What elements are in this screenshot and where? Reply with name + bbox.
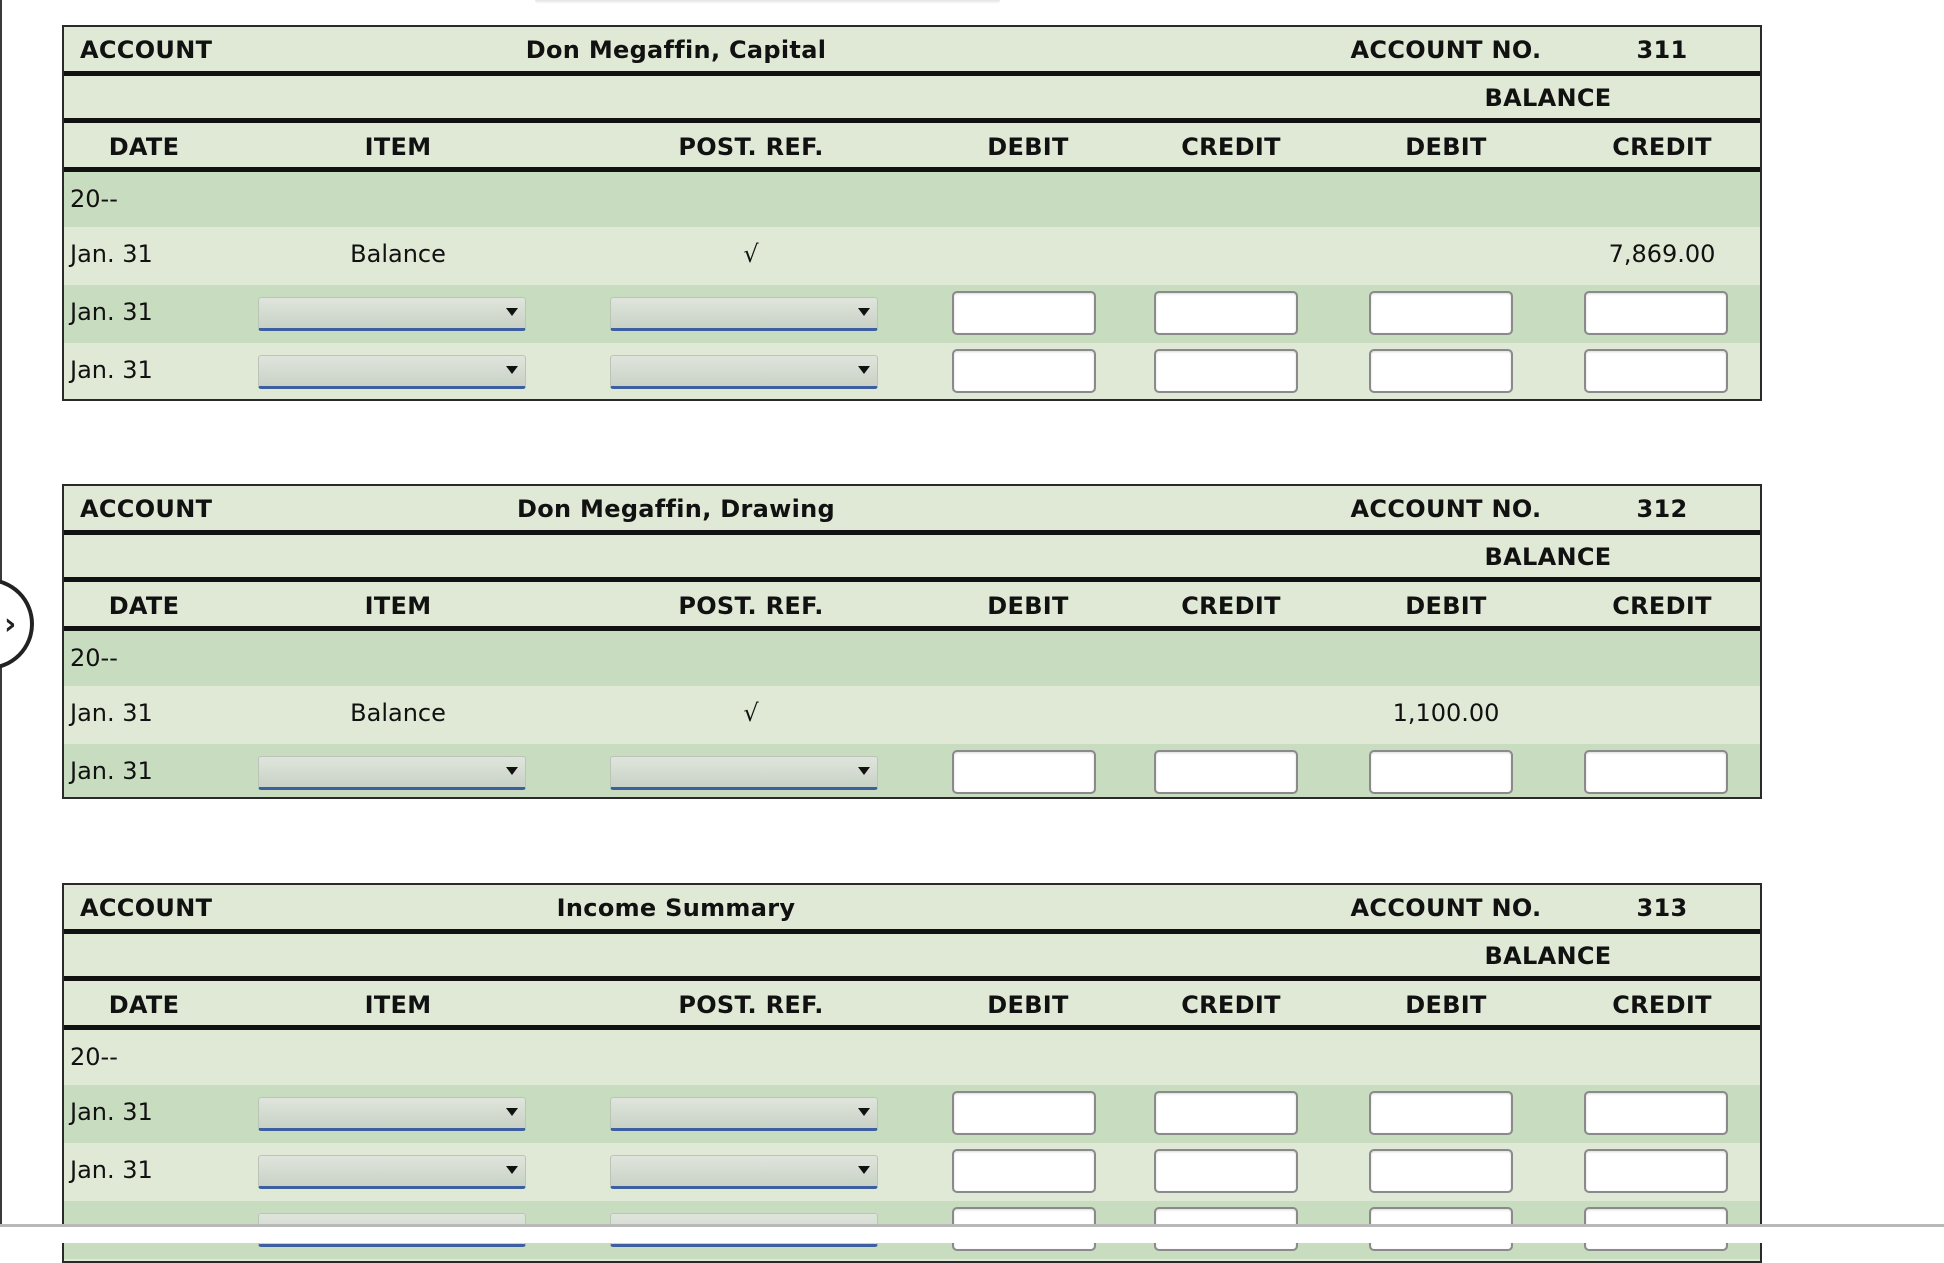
post-ref-cell: √	[743, 240, 759, 268]
account-name: Income Summary	[556, 894, 796, 922]
chevron-down-icon	[858, 366, 870, 374]
col-item: ITEM	[364, 133, 432, 161]
balance-label: BALANCE	[1484, 942, 1612, 970]
balance-label: BALANCE	[1484, 543, 1612, 571]
chevron-down-icon	[858, 767, 870, 775]
account-name: Don Megaffin, Capital	[525, 36, 827, 64]
chevron-down-icon	[858, 1108, 870, 1116]
debit-input[interactable]	[952, 349, 1096, 393]
credit-input[interactable]	[1154, 750, 1298, 794]
year-cell: 20--	[70, 644, 118, 672]
item-select[interactable]	[258, 355, 526, 389]
year-row	[64, 631, 1760, 686]
year-cell: 20--	[70, 185, 118, 213]
date-cell: Jan. 31	[70, 757, 153, 785]
col-item: ITEM	[364, 592, 432, 620]
item-select[interactable]	[258, 297, 526, 331]
col-balance-credit: CREDIT	[1612, 991, 1712, 1019]
ledger-capital	[62, 25, 1762, 401]
balance-label: BALANCE	[1484, 84, 1612, 112]
chevron-down-icon	[506, 767, 518, 775]
date-cell: Jan. 31	[70, 1156, 153, 1184]
col-debit: DEBIT	[987, 592, 1069, 620]
debit-input[interactable]	[952, 291, 1096, 335]
col-date: DATE	[108, 592, 180, 620]
col-post-ref: POST. REF.	[678, 133, 824, 161]
balance-credit-input[interactable]	[1584, 1091, 1728, 1135]
item-select[interactable]	[258, 756, 526, 790]
table-row	[64, 227, 1760, 285]
year-cell: 20--	[70, 1043, 118, 1071]
account-no-label: ACCOUNT NO.	[1350, 894, 1542, 922]
col-date: DATE	[108, 133, 180, 161]
col-debit: DEBIT	[987, 991, 1069, 1019]
balance-debit-cell: 1,100.00	[1392, 699, 1500, 727]
credit-input[interactable]	[1154, 291, 1298, 335]
date-cell: Jan. 31	[70, 356, 153, 384]
item-cell: Balance	[350, 240, 446, 268]
table-row	[64, 285, 1760, 343]
column-header	[64, 582, 1760, 631]
ledger-income-summary	[62, 883, 1762, 1263]
debit-input[interactable]	[952, 1091, 1096, 1135]
account-name: Don Megaffin, Drawing	[517, 495, 835, 523]
balance-header	[64, 76, 1760, 123]
account-label: ACCOUNT	[80, 495, 213, 523]
account-no-label: ACCOUNT NO.	[1350, 495, 1542, 523]
chevron-down-icon	[506, 366, 518, 374]
year-row	[64, 172, 1760, 227]
date-cell: Jan. 31	[70, 699, 153, 727]
col-credit: CREDIT	[1181, 592, 1281, 620]
balance-credit-cell: 7,869.00	[1608, 240, 1716, 268]
table-row	[64, 1143, 1760, 1201]
col-post-ref: POST. REF.	[678, 991, 824, 1019]
chevron-down-icon	[858, 308, 870, 316]
col-balance-debit: DEBIT	[1405, 133, 1487, 161]
balance-credit-input[interactable]	[1584, 750, 1728, 794]
table-row	[64, 343, 1760, 401]
balance-debit-input[interactable]	[1369, 1149, 1513, 1193]
balance-debit-input[interactable]	[1369, 750, 1513, 794]
col-date: DATE	[108, 991, 180, 1019]
col-balance-credit: CREDIT	[1612, 133, 1712, 161]
balance-credit-input[interactable]	[1584, 349, 1728, 393]
column-header	[64, 981, 1760, 1030]
col-balance-debit: DEBIT	[1405, 592, 1487, 620]
column-header	[64, 123, 1760, 172]
col-item: ITEM	[364, 991, 432, 1019]
top-scroll-shadow	[535, 0, 1000, 4]
item-select[interactable]	[258, 1155, 526, 1189]
debit-input[interactable]	[952, 1149, 1096, 1193]
balance-header	[64, 934, 1760, 981]
post-ref-select[interactable]	[610, 1155, 878, 1189]
item-cell: Balance	[350, 699, 446, 727]
ledger-drawing	[62, 484, 1762, 799]
account-no: 313	[1636, 894, 1688, 922]
post-ref-select[interactable]	[610, 756, 878, 790]
post-ref-cell: √	[743, 699, 759, 727]
account-no-label: ACCOUNT NO.	[1350, 36, 1542, 64]
table-row	[64, 686, 1760, 744]
account-label: ACCOUNT	[80, 36, 213, 64]
credit-input[interactable]	[1154, 1149, 1298, 1193]
credit-input[interactable]	[1154, 1091, 1298, 1135]
col-balance-credit: CREDIT	[1612, 592, 1712, 620]
balance-credit-input[interactable]	[1584, 1149, 1728, 1193]
chevron-right-icon: ›	[4, 607, 17, 642]
balance-header	[64, 535, 1760, 582]
col-credit: CREDIT	[1181, 991, 1281, 1019]
balance-credit-input[interactable]	[1584, 291, 1728, 335]
account-label: ACCOUNT	[80, 894, 213, 922]
date-cell: Jan. 31	[70, 240, 153, 268]
credit-input[interactable]	[1154, 349, 1298, 393]
balance-debit-input[interactable]	[1369, 1091, 1513, 1135]
balance-debit-input[interactable]	[1369, 349, 1513, 393]
date-cell: Jan. 31	[70, 1098, 153, 1126]
col-balance-debit: DEBIT	[1405, 991, 1487, 1019]
account-header	[64, 885, 1760, 934]
item-select[interactable]	[258, 1097, 526, 1131]
chevron-down-icon	[858, 1166, 870, 1174]
chevron-down-icon	[506, 1108, 518, 1116]
year-row	[64, 1030, 1760, 1085]
debit-input[interactable]	[952, 750, 1096, 794]
account-no: 312	[1636, 495, 1688, 523]
bottom-scroll-edge	[0, 1224, 1944, 1243]
post-ref-select[interactable]	[610, 1097, 878, 1131]
chevron-down-icon	[506, 308, 518, 316]
account-no: 311	[1636, 36, 1688, 64]
col-debit: DEBIT	[987, 133, 1069, 161]
col-credit: CREDIT	[1181, 133, 1281, 161]
account-header	[64, 486, 1760, 535]
balance-debit-input[interactable]	[1369, 291, 1513, 335]
col-post-ref: POST. REF.	[678, 592, 824, 620]
table-row	[64, 1085, 1760, 1143]
date-cell: Jan. 31	[70, 298, 153, 326]
post-ref-select[interactable]	[610, 297, 878, 331]
account-header	[64, 27, 1760, 76]
table-row	[64, 744, 1760, 799]
chevron-down-icon	[506, 1166, 518, 1174]
side-panel-toggle[interactable]	[0, 578, 34, 670]
post-ref-select[interactable]	[610, 355, 878, 389]
